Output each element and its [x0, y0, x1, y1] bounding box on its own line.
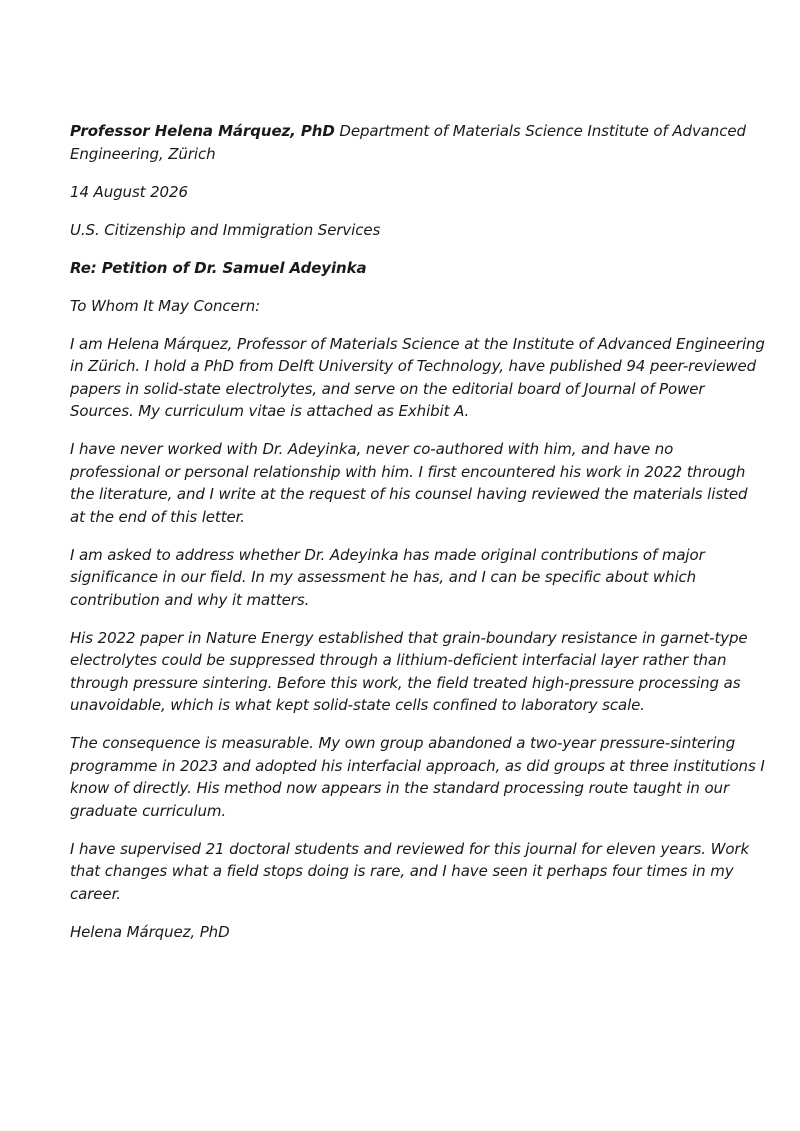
paragraph-closing: I have supervised 21 doctoral students and reviewed for this journal for eleven years. Work that changes what a field stops doing is rare, and I have seen it perhaps four times in my career. — [70, 839, 750, 903]
recipient: U.S. Citizenship and Immigration Services — [70, 220, 381, 239]
paragraph-impact: The consequence is measurable. My own group abandoned a two-year pressure-sintering programme in 2023 and adopted his interfacial approach, as did groups at three institutions I know of directly. His method now appears in the standard processing route taught in our graduate curriculum. — [70, 734, 765, 820]
author-name: Professor Helena Márquez, PhD — [70, 122, 335, 140]
paragraph-independence: I have never worked with Dr. Adeyinka, never co-authored with him, and have no professional or personal relationship with him. I first encountered his work in 2022 through the literature, and I write at the request of his counsel having reviewed the materials listed at the end of this letter. — [70, 440, 748, 526]
letterhead — [70, 120, 766, 165]
author-affiliation: Department of Materials Science Institute of Advanced Engineering, Zürich — [70, 122, 746, 163]
paragraph-credentials: I am Helena Márquez, Professor of Materials Science at the Institute of Advanced Engineering in Zürich. I hold a PhD from Delft University of Technology, have published 94 peer-reviewed papers in solid-state electrolytes, and serve on the editorial board of Journal of Power Sources. My curriculum vitae is attached as Exhibit A. — [70, 334, 765, 420]
paragraph-question: I am asked to address whether Dr. Adeyinka has made original contributions of major significance in our field. In my assessment he has, and I can be specific about which contribution and why it matters. — [70, 545, 705, 609]
salutation: To Whom It May Concern: — [70, 296, 261, 315]
letter-date: 14 August 2026 — [70, 182, 188, 201]
subject-line: Re: Petition of Dr. Samuel Adeyinka — [70, 258, 367, 277]
paragraph-contribution: His 2022 paper in Nature Energy established that grain-boundary resistance in garnet-type electrolytes could be suppressed through a lithium-deficient interfacial layer rather than through pressure sintering. Before this work, the field treated high-pressure processing as unavoidable, which is what kept solid-state cells confined to laboratory scale. — [70, 628, 748, 714]
letter-body — [70, 120, 766, 959]
signature: Helena Márquez, PhD — [70, 922, 230, 941]
